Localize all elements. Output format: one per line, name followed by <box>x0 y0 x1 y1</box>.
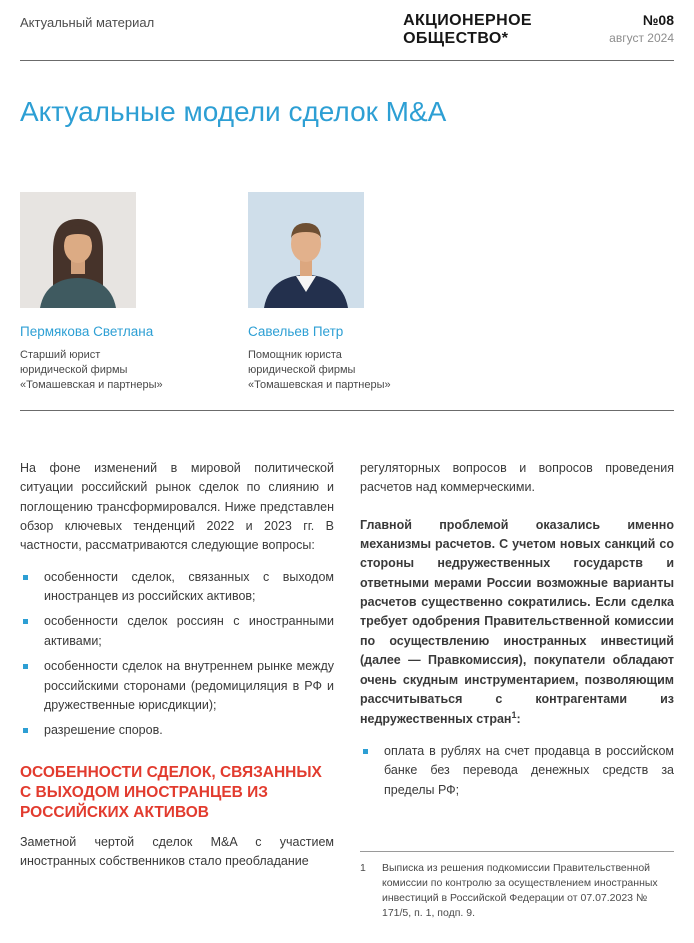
topic-item <box>20 657 334 715</box>
column-left <box>20 459 334 921</box>
logo-line-1: АКЦИОНЕРНОЕ <box>403 12 532 29</box>
topic-text: особенности сделок, связанных с выходом иностранцев из российских активов; <box>44 569 334 603</box>
topic-item <box>20 612 334 651</box>
body-paragraph: Заметной чертой сделок M&A с участием иностранных собственников стало преобладание <box>20 835 334 869</box>
problem-text-tail: : <box>516 712 521 727</box>
section-heading: ОСОБЕННОСТИ СДЕЛОК, СВЯЗАННЫХ С ВЫХОДОМ ИНОСТРАНЦЕВ ИЗ РОССИЙСКИХ АКТИВОВ <box>20 763 322 821</box>
bullet-icon <box>23 619 28 624</box>
topic-text: особенности сделок на внутреннем рынке между российскими сторонами (редомициляция в РФ и дружественные юрисдикции); <box>44 659 334 712</box>
topic-text: особенности сделок россиян с иностранными активами; <box>44 614 334 648</box>
author-role-line: «Томашевская и партнеры» <box>248 379 391 392</box>
page-header <box>20 12 674 49</box>
author-role <box>248 348 476 394</box>
bullet-icon <box>23 664 28 669</box>
author-name: Пермякова Светлана <box>20 323 154 339</box>
author-role-line: «Томашевская и партнеры» <box>20 379 163 392</box>
page-title: Актуальные модели сделок M&A <box>20 95 447 127</box>
payment-option-text: оплата в рублях на счет продавца в российском банке без перевода денежных средств за пределы РФ; <box>384 743 674 797</box>
intro-paragraph: На фоне изменений в мировой политической ситуации российский рынок сделок по слиянию и поглощению трансформировался. Ниже представлен обзор ключевых тенденций 2022 и 2023 гг. В частности, рассматриваются следующие вопросы: <box>20 460 334 553</box>
author-role-line: Старший юрист <box>20 348 101 361</box>
footnote-block <box>360 851 674 921</box>
footnote-rule <box>360 851 674 852</box>
magazine-logo <box>403 12 532 49</box>
bullet-icon <box>363 749 368 754</box>
author-role-line: юридической фирмы <box>248 363 356 376</box>
problem-paragraph <box>360 516 674 730</box>
topic-text: разрешение споров. <box>44 723 163 738</box>
author-card <box>20 192 248 394</box>
author-card <box>248 192 476 394</box>
authors-section <box>20 192 674 394</box>
author-photo <box>248 192 364 308</box>
issue-number: №08 <box>642 12 674 28</box>
bullet-icon <box>23 575 28 580</box>
author-role <box>20 348 248 394</box>
kicker: Актуальный материал <box>20 15 155 30</box>
continuation-paragraph: регуляторных вопросов и вопросов проведения расчетов над коммерческими. <box>360 460 674 495</box>
bullet-icon <box>23 728 28 733</box>
author-photo <box>20 192 136 308</box>
footnote-text: Выписка из решения подкомиссии Правительственной комиссии по контролю за осуществлением иностранных инвестиций в Российской Федерации от 07.07.2023 № 171/5, п. 1, подп. 9. <box>382 862 658 920</box>
issue-date: август 2024 <box>609 31 674 45</box>
footnote-number: 1 <box>360 862 366 875</box>
logo-line-2: ОБЩЕСТВО* <box>403 30 509 48</box>
issue-block <box>594 12 674 45</box>
footnote-reference: 1 <box>511 710 517 721</box>
payment-option-item <box>360 742 674 800</box>
author-role-line: юридической фирмы <box>20 363 128 376</box>
column-right <box>360 459 674 921</box>
problem-text: Главной проблемой оказались именно механизмы расчетов. С учетом новых санкций со стороны недружественных государств и ответными мерами России возможные варианты расчетов существенно сократились. Если сделка требует одобрения Правительственной комиссии по осуществлению иностранных инвестиций (далее — Правкомиссия), покупатели обладают очень скудным инструментарием, позволяющим рассчитываться с контрагентами из недружественных стран <box>360 517 674 727</box>
footnote <box>360 861 674 921</box>
topic-item <box>20 568 334 607</box>
body-columns <box>20 459 674 921</box>
topic-item <box>20 721 334 740</box>
authors-rule <box>20 410 674 411</box>
author-name: Савельев Петр <box>248 323 344 339</box>
header-rule <box>20 60 674 61</box>
author-role-line: Помощник юриста <box>248 348 342 361</box>
topics-list <box>20 568 334 741</box>
payment-options-list <box>360 742 674 806</box>
